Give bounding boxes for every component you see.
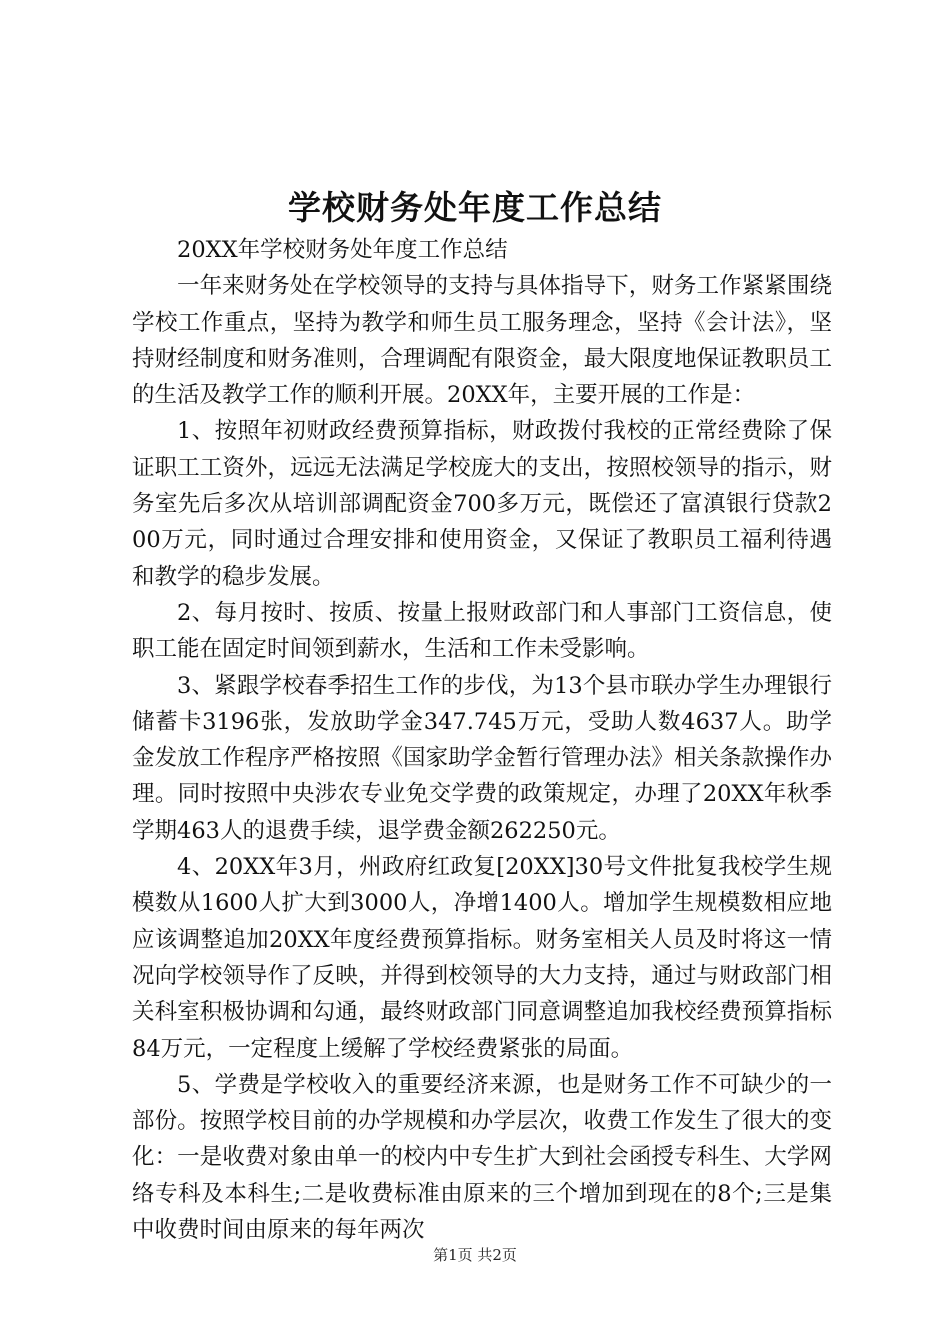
item-5-paragraph: 5、学费是学校收入的重要经济来源，也是财务工作不可缺少的一部份。按照学校目前的办学规模和办学层次，收费工作发生了很大的变化：一是收费对象由单一的校内中专生扩大到社会函授专科生、大学网络专科及本科生;二是收费标准由原来的三个增加到现在的8个;三是集中收费时间由原来的每年两次 [132, 1071, 832, 1244]
item-2-paragraph: 2、每月按时、按质、按量上报财政部门和人事部门工资信息，使职工能在固定时间领到薪水，生活和工作未受影响。 [132, 599, 832, 663]
document-body [132, 232, 832, 1248]
item-1-paragraph: 1、按照年初财政经费预算指标，财政拨付我校的正常经费除了保证职工工资外，远远无法满足学校庞大的支出，按照校领导的指示，财务室先后多次从培训部调配资金700多万元，既偿还了富滇银行贷款200万元，同时通过合理安排和使用资金，又保证了教职员工福利待遇和教学的稳步发展。 [132, 418, 832, 590]
item-4-paragraph: 4、20XX年3月，州政府红政复[20XX]30号文件批复我校学生规模数从1600人扩大到3000人，净增1400人。增加学生规模数相应地应该调整追加20XX年度经费预算指标。财务室相关人员及时将这一情况向学校领导作了反映，并得到校领导的大力支持，通过与财政部门相关科室积极协调和勾通，最终财政部门同意调整追加我校经费预算指标84万元，一定程度上缓解了学校经费紧张的局面。 [132, 854, 832, 1062]
item-3-paragraph: 3、紧跟学校春季招生工作的步伐，为13个县市联办学生办理银行储蓄卡3196张，发放助学金347.745万元，受助人数4637人。助学金发放工作程序严格按照《国家助学金暂行管理办法》相关条款操作办理。同时按照中央涉农专业免交学费的政策规定，办理了20XX年秋季学期463人的退费手续，退学费金额262250元。 [132, 672, 832, 844]
page-footer: 第1页 共2页 [433, 1246, 517, 1264]
intro-paragraph: 一年来财务处在学校领导的支持与具体指导下，财务工作紧紧围绕学校工作重点，坚持为教学和师生员工服务理念，坚持《会计法》，坚持财经制度和财务准则，合理调配有限资金，最大限度地保证教职员工的生活及教学工作的顺利开展。20XX年，主要开展的工作是： [132, 273, 832, 409]
document-title: 学校财务处年度工作总结 [288, 188, 662, 227]
subtitle-paragraph: 20XX年学校财务处年度工作总结 [177, 237, 508, 263]
